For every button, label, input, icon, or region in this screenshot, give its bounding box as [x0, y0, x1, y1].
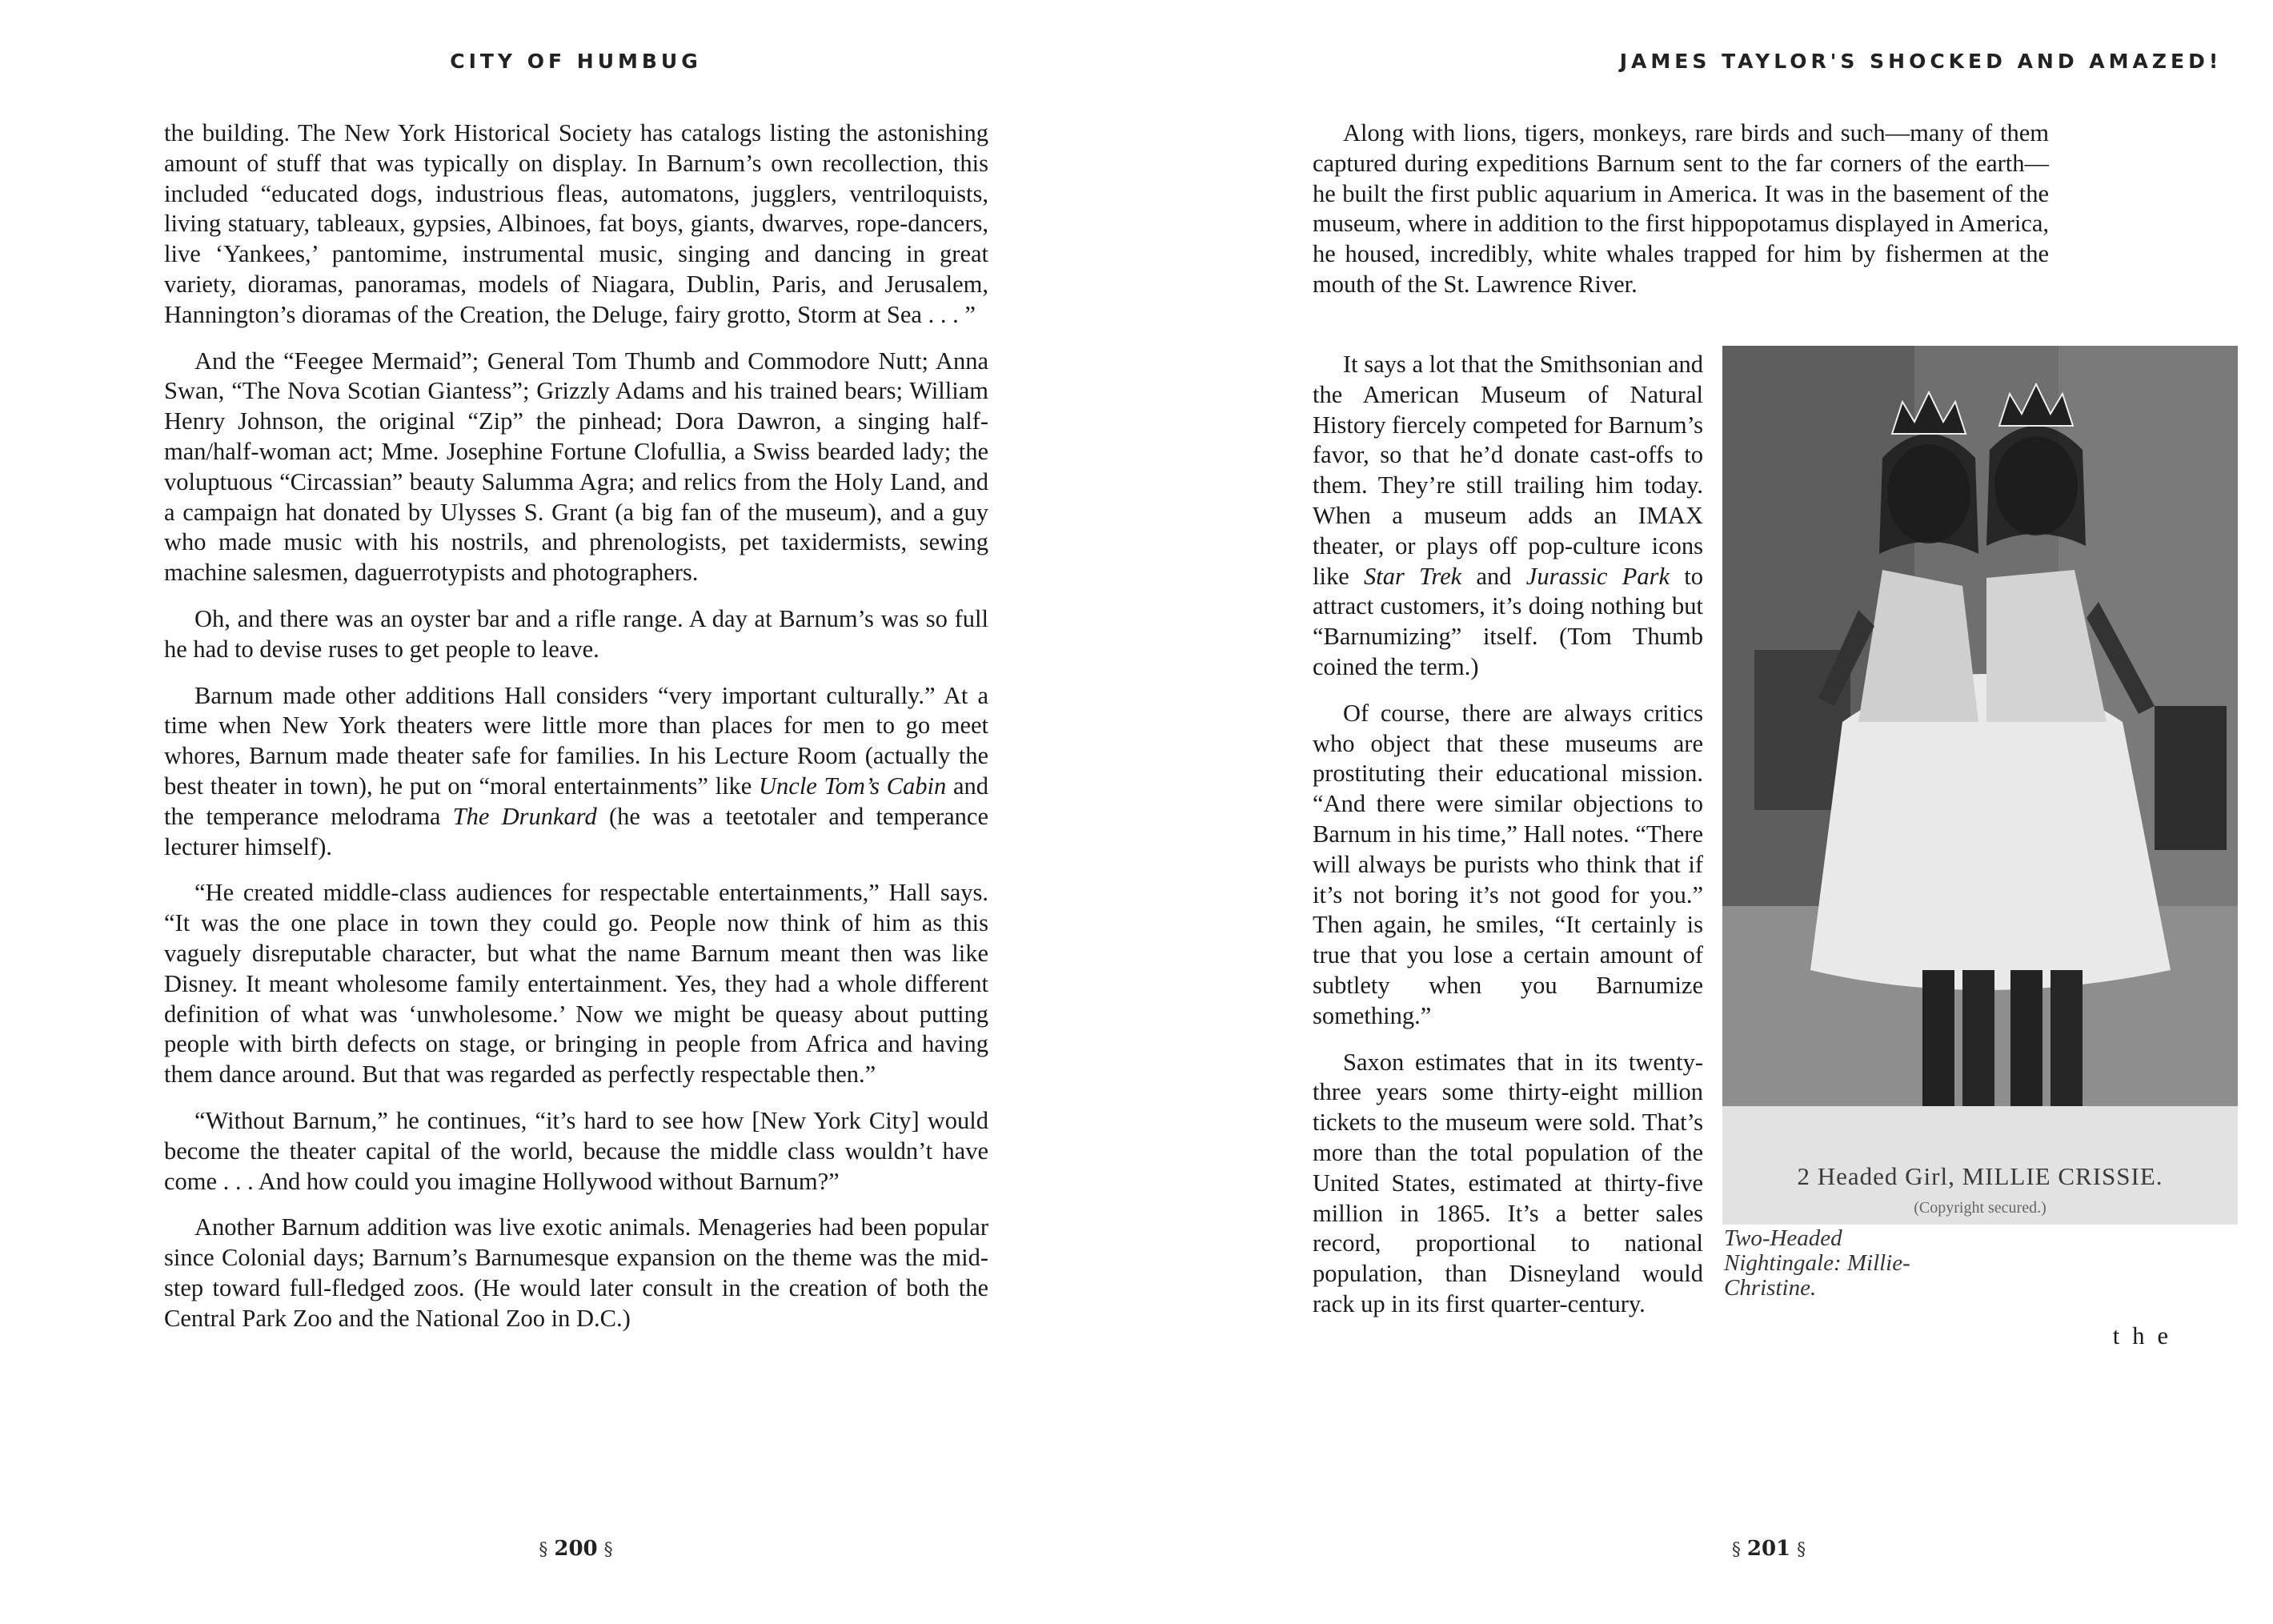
paragraph: the building. The New York Historical Society has catalogs listing the astonishing amount of stuff that was typically on display. In Barnum’s own recollection, this included “educated dogs, industrious fleas, automatons, jugglers, ventriloquists, living statuary, tableaux, gypsies, Albinoes, fat boys, giants, dwarves, rope-dancers, live ‘Yankees,’ pantomime, instrumental music, singing and dancing in great variety, dioramas, panoramas, models of Niagara, Dublin, Paris, and Jerusalem, Hannington’s dioramas of the Creation, the Deluge, fairy grotto, Storm at Sea . . . ” [164, 119, 988, 328]
paragraph: Of course, there are always critics who object that these museums are prostituting their educational mission. “And there were similar objections to Barnum in his time,” Hall notes. “There will always be purists who think that if it’s not boring it’s not good for you.” Then again, he smiles, “It certainly is true that you lose a certain amount of subtlety when you Barnumize something.” [1313, 699, 1703, 1029]
text-run: to attract customers, it’s doing nothing but “Barnumizing” itself. (Tom Thumb coined the term.) [1313, 562, 1703, 680]
paragraph: Along with lions, tigers, monkeys, rare birds and such—many of them captured during expeditions Barnum sent to the far corners of the earth—he built the first public aquarium in America. It was in the basement of the museum, where in addition to the first hippopotamus displayed in America, he housed, incredibly, white whales trapped for him by fishermen at the mouth of the St. Lawrence River. [1313, 119, 2049, 298]
text-run: (he was a teetotaler and temperance lecturer himself). [164, 802, 989, 860]
right-page [1136, 0, 2273, 1624]
photo-caption: Two-Headed Nightingale: Millie-Christine. [1724, 1225, 1910, 1301]
running-head-right: JAMES TAYLOR'S SHOCKED AND AMAZED! [1619, 50, 2223, 73]
paragraph: “Without Barnum,” he continues, “it’s hard to see how [New York City] would become the theater capital of the world, because the middle class wouldn’t have come . . . And how could you imagine Hollywood without Barnum?” [164, 1106, 988, 1195]
running-head-left: CITY OF HUMBUG [450, 50, 702, 73]
page-number-left [0, 1537, 1152, 1561]
title-star-trek: Star Trek [1364, 562, 1462, 590]
title-the-drunkard: The Drunkard [452, 802, 597, 830]
text-run: It says a lot that the Smithsonian and the American Museum of Natural History fiercely competed for Barnum’s favor, so that he’d donate cast-offs to them. They’re still trailing him today. When a museum adds an IMAX theater, or plays off pop-culture icons like [1313, 351, 1703, 590]
ornament-icon: § [1731, 1540, 1741, 1560]
title-jurassic-park: Jurassic Park [1525, 562, 1670, 590]
right-column-text [1313, 350, 1703, 1336]
paragraph: “He created middle-class audiences for respectable entertainments,” Hall says. “It was the one place in town they could go. People now think of him as this vaguely disreputable character, but what the name Barnum meant then was like Disney. It meant wholesome family entertainment. Yes, they had a whole different definition of what was ‘unwholesome.’ Now we might be queasy about putting people with birth defects on stage, or bringing in people from Africa and having them dance around. But that was regarded as perfectly respectable then.” [164, 879, 988, 1089]
ornament-icon: § [1797, 1540, 1806, 1560]
photo-figures-icon [1722, 346, 2238, 1225]
page-number-right [1641, 1537, 1897, 1561]
paragraph [164, 681, 988, 863]
paragraph: Oh, and there was an oyster bar and a rifle range. A day at Barnum’s was so full he had to devise ruses to get people to leave. [164, 604, 988, 663]
trailing-word: the [2112, 1322, 2181, 1349]
left-body-text [164, 118, 988, 1349]
folio-number: 201 [1746, 1537, 1791, 1561]
photo-print-copyright: (Copyright secured.) [1914, 1199, 2047, 1217]
ornament-icon: § [603, 1540, 613, 1560]
paragraph [1313, 350, 1703, 683]
paragraph: Another Barnum addition was live exotic animals. Menageries had been popular since Colonial days; Barnum’s Barnumesque expansion on the theme was the mid-step toward full-fledged zoos. (He would later consult in the creation of both the Central Park Zoo and the National Zoo in D.C.) [164, 1213, 988, 1332]
photo-print-caption: 2 Headed Girl, MILLIE CRISSIE. [1797, 1162, 2163, 1190]
text-run: and [1461, 562, 1526, 590]
paragraph: And the “Feegee Mermaid”; General Tom Thumb and Commodore Nutt; Anna Swan, “The Nova Scotian Giantess”; Grizzly Adams and his trained bears; William Henry Johnson, the original “Zip” the pinhead; Dora Dawron, a singing half-man/half-woman act; Mme. Josephine Fortune Clofullia, a Swiss bearded lady; the voluptuous “Circassian” beauty Salumma Agra; and relics from the Holy Land, and a campaign hat donated by Ulysses S. Grant (a big fan of the museum), and a guy who made music with his nostrils, and phrenologists, pet taxidermists, sewing machine salesmen, daguerrotypists and photographers. [164, 347, 988, 587]
folio-number: 200 [554, 1537, 598, 1561]
text-run: and the temperance melodrama [164, 772, 988, 830]
left-page [0, 0, 1136, 1624]
ornament-icon: § [539, 1540, 548, 1560]
title-uncle-toms-cabin: Uncle Tom’s Cabin [759, 772, 947, 800]
text-run: Barnum made other additions Hall considers “very important culturally.” At a time when New York theaters were little more than places for men to go meet whores, Barnum made theater safe for families. In his Lecture Room (actually the best theater in town), he put on “moral entertainments” like [164, 681, 988, 800]
right-intro-text [1313, 118, 2049, 316]
paragraph: Saxon estimates that in its twenty-three years some thirty-eight million tickets to the museum were sold. That’s more than the total population of the United States, estimated at thirty-five million in 1865. It’s a better sales record, proportional to national population, than Disneyland would rack up in its first quarter-century. [1313, 1048, 1703, 1317]
photo-millie-christine [1722, 346, 2238, 1225]
